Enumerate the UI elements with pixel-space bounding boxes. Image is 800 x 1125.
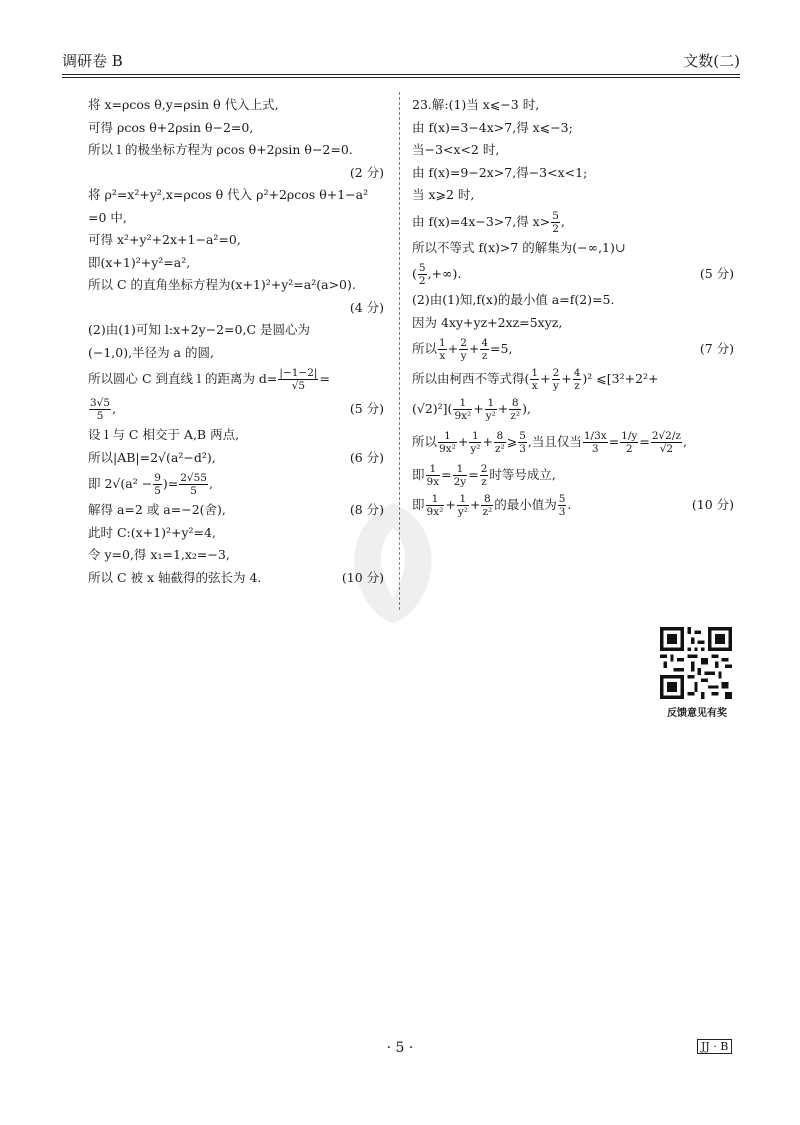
fraction xyxy=(426,493,445,518)
text-segment: 所以由柯西不等式得( xyxy=(412,371,530,386)
text-segment: ), xyxy=(522,401,531,416)
fraction xyxy=(453,397,472,422)
fraction xyxy=(459,337,468,362)
text-line: (−1,0),半径为 a 的圆, xyxy=(88,344,214,360)
operator: + xyxy=(447,341,459,356)
denominator: x xyxy=(531,380,538,392)
operator: + xyxy=(468,341,480,356)
text-segment: , xyxy=(682,434,687,449)
denominator: 5 xyxy=(190,485,197,497)
fraction xyxy=(494,430,506,455)
fraction xyxy=(551,210,560,235)
denominator: y² xyxy=(485,410,496,422)
right-column xyxy=(412,94,734,520)
operator: + xyxy=(457,434,469,449)
numerator: 1/3x xyxy=(583,430,607,442)
text-line: 此时 C:(x+1)²+y²=4, xyxy=(88,524,216,540)
formula-line xyxy=(412,394,734,424)
text-segment: 由 f(x)=4x−3>7,得 x> xyxy=(412,213,551,229)
text-segment: 所以 xyxy=(412,434,438,449)
numerator: 4 xyxy=(573,367,581,379)
formula-line xyxy=(412,424,734,460)
operator: + xyxy=(561,371,572,386)
text-line: 所以 C 的直角坐标方程为(x+1)²+y²=a²(a>0). xyxy=(88,277,356,292)
numerator: 1 xyxy=(457,493,469,506)
score-line xyxy=(88,297,384,320)
fraction xyxy=(530,367,539,392)
denominator: z xyxy=(574,380,580,392)
score-label: (10 分) xyxy=(691,497,734,512)
numerator: 1/y xyxy=(621,430,638,442)
denominator: 2 xyxy=(418,275,426,287)
text-segment: 的最小值为 xyxy=(494,497,557,512)
text-segment: )² ⩽[3²+2²+ xyxy=(582,371,659,386)
denominator: 2 xyxy=(625,443,633,455)
numerator: 8 xyxy=(509,397,521,410)
denominator: z xyxy=(481,476,487,488)
page-code-badge: JJ · B xyxy=(697,1039,732,1054)
numerator: 1 xyxy=(469,430,481,443)
numerator: 1 xyxy=(453,463,468,476)
numerator: 1 xyxy=(531,367,539,379)
numerator: 8 xyxy=(481,493,493,506)
operator: + xyxy=(497,401,509,416)
fraction xyxy=(89,397,111,422)
text-line: (2)由(1)知,f(x)的最小值 a=f(2)=5. xyxy=(412,292,615,307)
text-line: 当−3<x<2 时, xyxy=(412,142,500,157)
operator: ⩾ xyxy=(506,434,518,449)
formula-line xyxy=(412,334,734,364)
fraction xyxy=(552,367,561,392)
numerator: 1 xyxy=(438,430,457,443)
numerator: 2 xyxy=(480,463,488,475)
denominator: 2y xyxy=(453,476,467,488)
denominator: √5 xyxy=(291,380,306,392)
score-label: (8 分) xyxy=(349,502,384,517)
score-label: (2 分) xyxy=(349,164,384,180)
denominator: 5 xyxy=(154,485,161,497)
numerator: 1 xyxy=(426,463,441,476)
fraction xyxy=(426,463,441,488)
fraction xyxy=(573,367,582,392)
numerator: 1 xyxy=(439,337,446,349)
formula-line xyxy=(412,460,734,490)
text-segment: 所以 C 被 x 轴截得的弦长为 4. xyxy=(88,569,262,585)
numerator: 4 xyxy=(481,337,489,349)
operator: = xyxy=(639,434,650,449)
denominator: 3 xyxy=(558,506,566,518)
page-number: · 5 · xyxy=(386,1040,414,1056)
denominator: 9x xyxy=(426,476,440,488)
fraction xyxy=(453,463,468,488)
formula-line xyxy=(88,394,384,424)
formula-line xyxy=(88,364,384,394)
text-line: 由 f(x)=9−2x>7,得−3<x<1; xyxy=(412,164,588,180)
formula-line xyxy=(412,490,734,520)
score-label: (10 分) xyxy=(341,569,384,585)
text-line: 令 y=0,得 x₁=1,x₂=−3, xyxy=(88,547,230,562)
denominator: √2 xyxy=(659,443,674,455)
denominator: z² xyxy=(494,443,505,455)
denominator: 5 xyxy=(96,410,104,422)
operator: + xyxy=(473,401,484,416)
denominator: y xyxy=(552,380,559,392)
fraction xyxy=(418,262,427,287)
numerator: 1 xyxy=(485,397,497,410)
numerator: 2√2/z xyxy=(651,430,681,442)
text-segment: 即 2√(a² − xyxy=(88,476,153,491)
numerator: 5 xyxy=(558,493,566,505)
denominator: y² xyxy=(470,443,481,455)
fraction xyxy=(480,337,489,362)
text-line: 因为 4xy+yz+2xz=5xyz, xyxy=(412,314,563,330)
numerator: 5 xyxy=(418,262,426,274)
denominator: y² xyxy=(457,506,468,518)
text-line: 所以 l 的极坐标方程为 ρcos θ+2ρsin θ−2=0. xyxy=(88,142,353,157)
text-segment: = xyxy=(319,371,330,386)
formula-line xyxy=(88,567,384,590)
text-segment: , xyxy=(560,213,565,229)
fraction xyxy=(438,337,447,362)
numerator: 1 xyxy=(426,493,445,506)
header-rule xyxy=(62,74,740,75)
score-label: (5 分) xyxy=(349,401,384,416)
header-right-title: 文数(二) xyxy=(683,52,740,70)
score-label: (6 分) xyxy=(349,449,384,465)
text-segment: )= xyxy=(162,476,179,491)
text-segment: ( xyxy=(412,266,417,281)
fraction xyxy=(457,493,469,518)
numerator: 5 xyxy=(552,209,559,222)
numerator: 5 xyxy=(519,430,526,442)
text-line: (2)由(1)可知 l:x+2y−2=0,C 是圆心为 xyxy=(88,322,310,337)
operator: = xyxy=(608,434,620,449)
denominator: 9x² xyxy=(426,506,444,518)
operator: + xyxy=(482,434,493,449)
text-segment: . xyxy=(567,497,572,512)
score-label: (5 分) xyxy=(699,266,734,281)
operator: = xyxy=(441,467,452,482)
denominator: x xyxy=(439,350,446,362)
operator: + xyxy=(445,497,456,512)
denominator: z xyxy=(481,350,488,362)
operator: + xyxy=(540,371,551,386)
text-line: 23.解:(1)当 x⩽−3 时, xyxy=(412,97,540,112)
numerator: 9 xyxy=(154,472,161,484)
text-segment: 即 xyxy=(412,467,425,482)
numerator: 2 xyxy=(552,367,560,379)
operator: = xyxy=(468,467,479,482)
fraction xyxy=(438,430,457,455)
header-rule-thin xyxy=(62,77,740,78)
fraction xyxy=(485,397,497,422)
fraction xyxy=(651,430,682,455)
fraction xyxy=(278,367,318,392)
text-line: 即(x+1)²+y²=a², xyxy=(88,254,191,270)
fraction xyxy=(481,493,493,518)
text-line: 可得 ρcos θ+2ρsin θ−2=0, xyxy=(88,119,254,135)
numerator: 8 xyxy=(494,430,506,443)
fraction xyxy=(620,430,638,455)
formula-line xyxy=(88,447,384,470)
left-column xyxy=(88,94,384,589)
denominator: z² xyxy=(482,506,493,518)
text-line: 设 l 与 C 相交于 A,B 两点, xyxy=(88,427,240,442)
text-line: 当 x⩾2 时, xyxy=(412,187,475,202)
denominator: y xyxy=(460,350,467,362)
denominator: 3 xyxy=(519,443,526,455)
fraction xyxy=(469,430,481,455)
text-line: 所以不等式 f(x)>7 的解集为(−∞,1)∪ xyxy=(412,239,626,255)
numerator: |−1−2| xyxy=(279,367,318,379)
text-segment: 所以|AB|=2√(a²−d²), xyxy=(88,449,216,465)
numerator: 3√5 xyxy=(90,397,111,409)
text-segment: 时等号成立, xyxy=(489,467,556,482)
formula-line xyxy=(88,469,384,499)
fraction xyxy=(558,493,567,518)
denominator: 2 xyxy=(552,222,559,235)
score-line xyxy=(88,162,384,185)
qr-code-icon[interactable] xyxy=(660,627,732,699)
text-segment: 所以 xyxy=(412,341,438,356)
numerator: 2√55 xyxy=(180,472,207,484)
text-line: 由 f(x)=3−4x>7,得 x⩽−3; xyxy=(412,119,573,135)
text-segment: ,+∞). xyxy=(427,266,462,281)
text-segment: , xyxy=(112,401,117,416)
text-segment: ,当且仅当 xyxy=(527,434,582,449)
text-segment: 所以圆心 C 到直线 l 的距离为 d= xyxy=(88,371,278,386)
header-left-title: 调研卷 B xyxy=(62,52,123,70)
qr-caption: 反馈意见有奖 xyxy=(667,708,727,719)
formula-line xyxy=(88,499,384,522)
fraction xyxy=(583,430,608,455)
page-header xyxy=(62,48,740,74)
fraction xyxy=(509,397,521,422)
denominator: 9x² xyxy=(454,410,472,422)
text-segment: , xyxy=(208,476,213,491)
score-label: (7 分) xyxy=(699,341,734,356)
fraction xyxy=(480,463,489,488)
score-label: (4 分) xyxy=(349,299,384,315)
formula-line xyxy=(412,364,734,394)
formula-line xyxy=(412,259,734,289)
formula-line xyxy=(412,207,734,237)
fraction xyxy=(179,472,208,497)
numerator: 2 xyxy=(460,337,467,349)
fraction xyxy=(153,472,162,497)
denominator: z² xyxy=(510,410,521,422)
text-segment: =5, xyxy=(490,341,513,356)
text-line: =0 中, xyxy=(88,209,127,225)
denominator: 9x² xyxy=(439,443,456,455)
text-segment: (√2)²]( xyxy=(412,401,453,416)
text-line: 将 x=ρcos θ,y=ρsin θ 代入上式, xyxy=(88,97,279,112)
denominator: 3 xyxy=(591,443,599,455)
text-line: 可得 x²+y²+2x+1−a²=0, xyxy=(88,232,241,247)
numerator: 1 xyxy=(453,397,472,410)
text-segment: 即 xyxy=(412,497,425,512)
text-segment: 解得 a=2 或 a=−2(舍), xyxy=(88,502,226,517)
operator: + xyxy=(469,497,481,512)
fraction xyxy=(518,430,527,455)
text-line: 将 ρ²=x²+y²,x=ρcos θ 代入 ρ²+2ρcos θ+1−a² xyxy=(88,187,369,202)
